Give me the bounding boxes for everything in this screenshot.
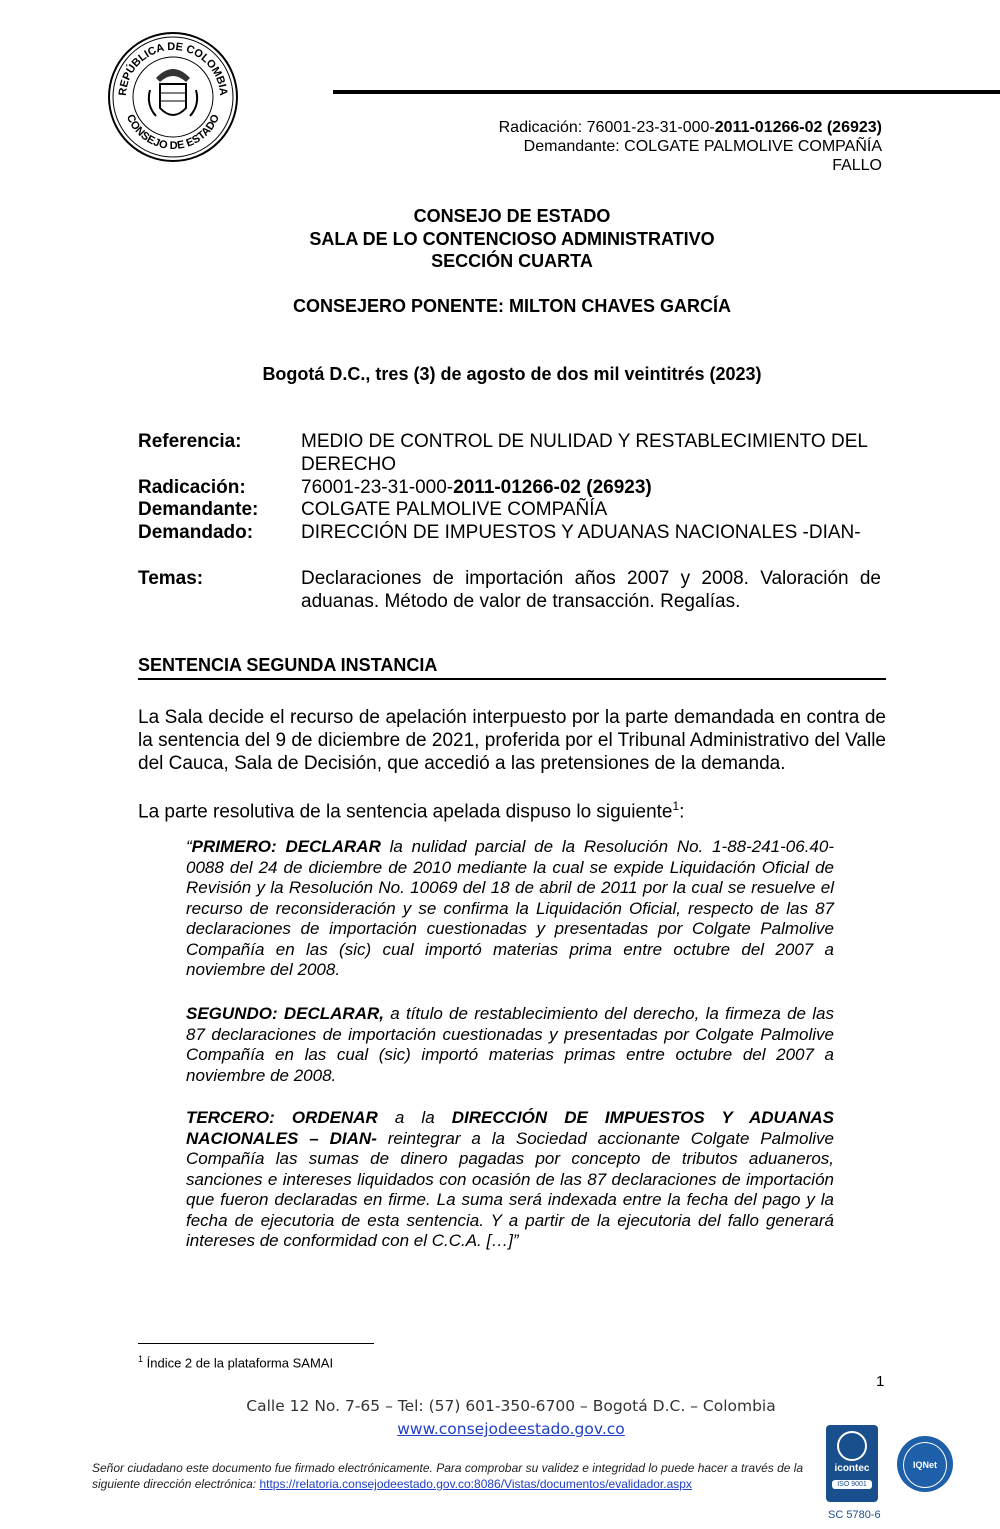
header-demandante: Demandante: COLGATE PALMOLIVE COMPAÑÍA	[523, 138, 882, 155]
footnote-ref[interactable]: 1	[672, 799, 680, 813]
section-heading: SENTENCIA SEGUNDA INSTANCIA	[138, 655, 886, 680]
paragraph-intro: La Sala decide el recurso de apelación interpuesto por la parte demandada en contra de la sentencia del 9 de diciembre de 2021, proferida por el Tribunal Administrativo del Valle del Cauca, Sala de Decisión, que accedió a las pretensiones de la demanda.	[138, 707, 886, 774]
header-rule	[333, 90, 1000, 94]
svg-text:REPÚBLICA DE COLOMBIA: REPÚBLICA DE COLOMBIA	[116, 40, 230, 97]
document-date: Bogotá D.C., tres (3) de agosto de dos mil veintitrés (2023)	[262, 364, 762, 384]
temas-value: Declaraciones de importación años 2007 y 2008. Valoración de aduanas. Método de valor de transacción. Regalías.	[301, 568, 881, 612]
paragraph-resolutive: La parte resolutiva de la sentencia apelada dispuso lo siguiente$^1$:	[138, 799, 685, 823]
temas-label: Temas:	[138, 568, 204, 589]
icontec-icon	[837, 1431, 867, 1461]
quote-tercero: TERCERO: ORDENAR a la DIRECCIÓN DE IMPUESTOS Y ADUANAS NACIONALES – DIAN- reintegrar a la Sociedad accionante Colgate Palmolive Compañía las sumas de dinero pagadas por concepto de tributos aduaneros, sanciones e intereses liquidados con ocasión de las 87 declaraciones de importación que fueron declaradas en firme. La suma será indexada entre la fecha del pago y la fecha de ejecutoria de esta sentencia. Y a partir de la ejecutoria del fallo generará intereses de conformidad con el C.C.A. […]”	[186, 1108, 834, 1250]
court-section: SECCIÓN CUARTA	[431, 251, 593, 271]
quote-primero: “PRIMERO: DECLARAR la nulidad parcial de la Resolución No. 1-88-241-06.40-0088 del 24 de diciembre de 2010 mediante la cual se expide Liquidación Oficial de Revisión y la Resolución No. 10069 del 18 de abril de 2011 por la cual se resuelve el recurso de reconsideración y se confirma la Liquidación Oficial, respecto de las 87 declaraciones de importación cuestionadas y presentadas por Colgate Palmolive Compañía en las (sic) cual importó materias prima entre octubre del 2007 a noviembre del 2008.	[186, 837, 834, 979]
svg-text:CONSEJO DE ESTADO: CONSEJO DE ESTADO	[123, 112, 223, 153]
court-chamber: SALA DE LO CONTENCIOSO ADMINISTRATIVO	[309, 229, 715, 249]
footer-address: Calle 12 No. 7-65 – Tel: (57) 601-350-6700 – Bogotá D.C. – Colombia	[246, 1397, 776, 1415]
consejo-de-estado-seal	[106, 30, 240, 164]
rad-label: Radicación:	[138, 477, 246, 498]
demandado-label: Demandado:	[138, 522, 254, 543]
quote-segundo: SEGUNDO: DECLARAR, a título de restablecimiento del derecho, la firmeza de las 87 declaraciones de importación cuestionadas y presentadas por Colgate Palmolive Compañía en las cual (sic) importó materias primas entre octubre del 2007 a noviembre de 2008.	[186, 1004, 834, 1085]
electronic-signature-notice: Señor ciudadano este documento fue firmado electrónicamente. Para comprobar su validez e integridad lo puede hacer a través de la siguiente dirección electrónica: https://relatoria.consejodeestado.gov.co:8086/Vistas/documentos/evalidador.aspx	[92, 1461, 804, 1491]
demandante-label: Demandante:	[138, 499, 259, 520]
demandante-value: COLGATE PALMOLIVE COMPAÑÍA	[301, 499, 608, 520]
header-doc-type: FALLO	[832, 157, 882, 174]
certificate-code: SC 5780-6	[828, 1509, 881, 1521]
court-name: CONSEJO DE ESTADO	[413, 206, 611, 226]
ponente: CONSEJERO PONENTE: MILTON CHAVES GARCÍA	[292, 296, 732, 316]
footnote-rule	[138, 1343, 374, 1344]
iqnet-logo: IQNet	[897, 1436, 953, 1492]
rad-value: 76001-23-31-000-2011-01266-02 (26923)	[301, 477, 652, 498]
footnote: $^1$ Índice 2 de la plataforma SAMAI	[138, 1354, 334, 1371]
ref-value: MEDIO DE CONTROL DE NULIDAD Y RESTABLECIMIENTO DEL DERECHO	[301, 431, 868, 475]
page-number: 1	[876, 1373, 885, 1390]
icontec-logo: icontec ISO 9001	[826, 1425, 878, 1502]
validator-link[interactable]: https://relatoria.consejodeestado.gov.co:8086/Vistas/documentos/evalidador.aspx	[259, 1477, 692, 1491]
ref-label: Referencia:	[138, 431, 242, 452]
demandado-value: DIRECCIÓN DE IMPUESTOS Y ADUANAS NACIONALES -DIAN-	[301, 522, 861, 543]
footer-website-link[interactable]: www.consejodeestado.gov.co	[397, 1420, 625, 1438]
header-radicacion: Radicación: 76001-23-31-000-2011-01266-02 (26923)	[498, 119, 882, 136]
